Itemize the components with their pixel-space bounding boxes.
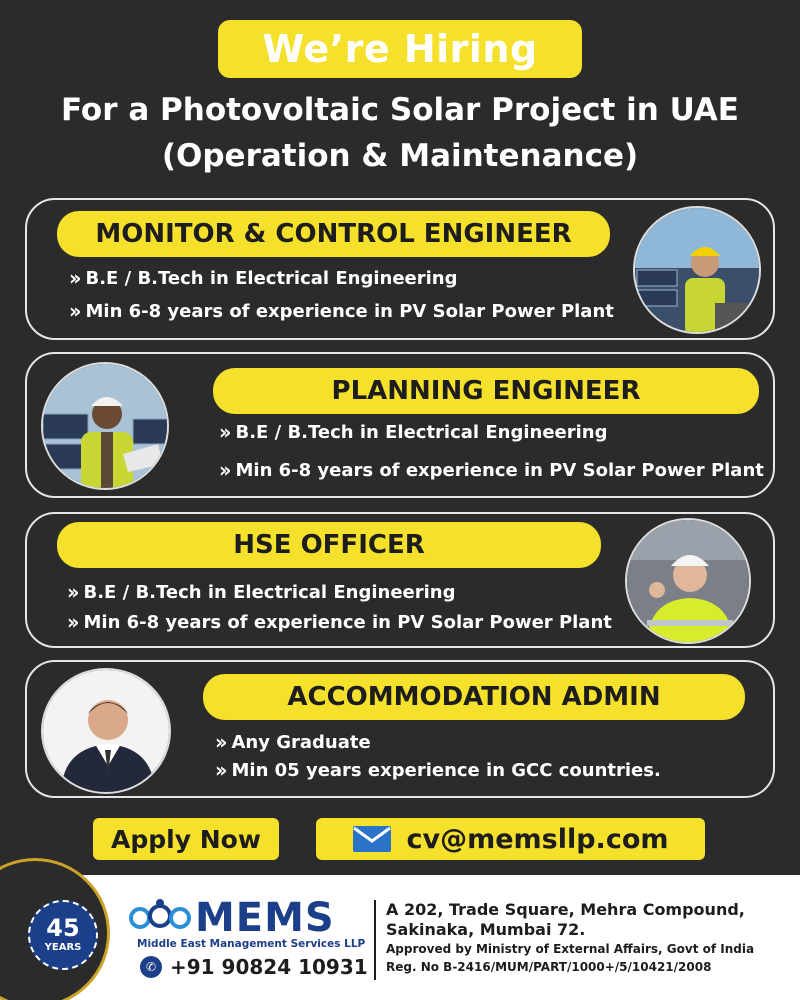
- chevrons-icon: ››: [219, 420, 228, 444]
- chevrons-icon: ››: [219, 458, 228, 482]
- job-title: ACCOMMODATION ADMIN: [203, 674, 745, 720]
- address-line-2: Sakinaka, Mumbai 72.: [386, 920, 586, 939]
- job-title: MONITOR & CONTROL ENGINEER: [57, 211, 610, 257]
- project-title: For a Photovoltaic Solar Project in UAE: [61, 92, 739, 128]
- job-title: PLANNING ENGINEER: [213, 368, 759, 414]
- chevrons-icon: ››: [67, 610, 76, 634]
- requirement-item: ›› B.E / B.Tech in Electrical Engineering: [219, 420, 608, 444]
- company-name: Middle East Management Services LLP: [137, 938, 366, 950]
- safety-officer-photo: [625, 518, 751, 644]
- requirement-item: ›› B.E / B.Tech in Electrical Engineering: [67, 580, 456, 604]
- registration-number: Reg. No B-2416/MUM/PART/1000+/5/10421/2008: [386, 960, 712, 974]
- job-card-planning: [25, 352, 775, 498]
- email-address: cv@memsllp.com: [406, 823, 669, 855]
- admin-man-photo: [41, 668, 171, 794]
- requirement-item: ›› B.E / B.Tech in Electrical Engineering: [69, 266, 458, 290]
- requirement-item: ›› Min 6-8 years of experience in PV Solar Power Plant: [219, 458, 764, 482]
- engineer-solar-field-photo: [41, 362, 169, 490]
- footer-divider: [374, 900, 376, 980]
- requirement-item: ›› Min 05 years experience in GCC countries.: [215, 758, 661, 782]
- phone-contact[interactable]: ✆ +91 90824 10931: [140, 955, 368, 979]
- chevrons-icon: ››: [215, 730, 224, 754]
- mems-logo-icon: [128, 898, 192, 934]
- approval-text: Approved by Ministry of External Affairs, Govt of India: [386, 942, 755, 956]
- engineer-control-room-photo: [633, 206, 761, 334]
- chevrons-icon: ››: [69, 266, 78, 290]
- apply-now-button[interactable]: Apply Now: [93, 818, 279, 860]
- email-button[interactable]: [316, 818, 705, 860]
- requirement-item: ›› Min 6-8 years of experience in PV Solar Power Plant: [69, 299, 614, 323]
- address-line-1: A 202, Trade Square, Mehra Compound,: [386, 900, 745, 919]
- envelope-icon: [352, 825, 392, 853]
- job-card-accommodation: [25, 660, 775, 798]
- job-card-hse: [25, 512, 775, 648]
- hiring-banner: We’re Hiring: [218, 20, 582, 78]
- job-card-monitor-control: [25, 198, 775, 340]
- phone-icon: ✆: [140, 956, 162, 978]
- chevrons-icon: ››: [69, 299, 78, 323]
- requirement-item: ›› Any Graduate: [215, 730, 371, 754]
- project-subtitle: (Operation & Maintenance): [161, 138, 639, 174]
- anniversary-badge: 45 YEARS: [28, 900, 98, 970]
- job-title: HSE OFFICER: [57, 522, 601, 568]
- requirement-item: ›› Min 6-8 years of experience in PV Solar Power Plant: [67, 610, 612, 634]
- mems-logo-text: MEMS: [195, 895, 335, 941]
- chevrons-icon: ››: [215, 758, 224, 782]
- chevrons-icon: ››: [67, 580, 76, 604]
